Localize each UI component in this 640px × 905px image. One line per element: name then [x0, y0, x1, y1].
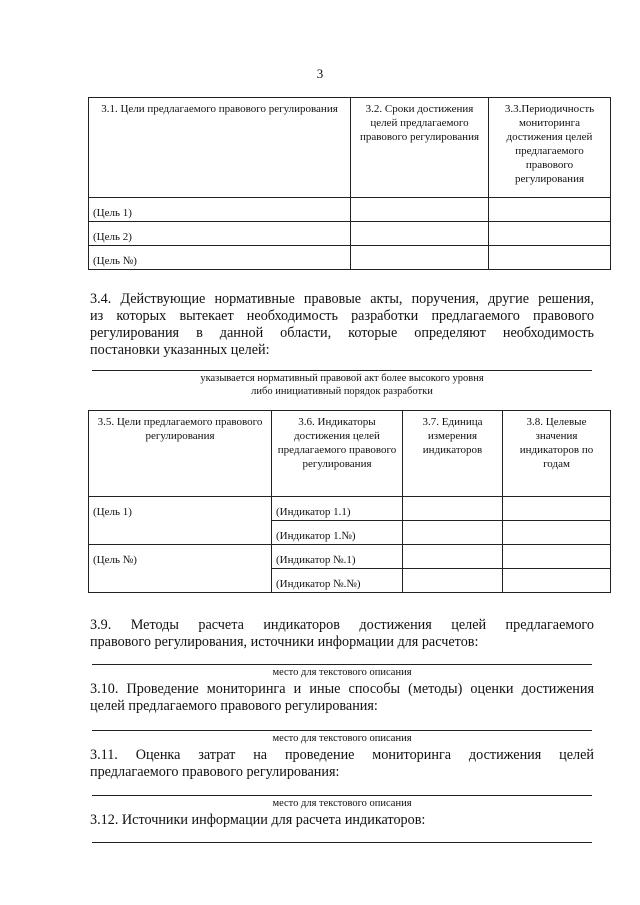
fill-in-line [92, 730, 592, 731]
section-3-10-line: 3.10. Проведение мониторинга и иные способы (методы) оценки достижения [90, 681, 594, 697]
target-cell [503, 545, 611, 569]
section-3-4-line: из которых вытекает необходимость разработки предлагаемого правового [90, 308, 594, 324]
header-periodicity: 3.3.Периодичность мониторинга достижения целей предлагаемого правового регулирования [489, 98, 611, 198]
goals-timing-table [88, 97, 611, 270]
unit-cell [403, 569, 503, 593]
indicator-cell: (Индикатор №.1) [272, 545, 403, 569]
fill-in-hint: место для текстового описания [272, 667, 412, 678]
fill-in-hint: место для текстового описания [272, 733, 412, 744]
goal-cell: (Цель 1) [89, 198, 351, 222]
periodicity-cell [489, 198, 611, 222]
indicator-cell: (Индикатор 1.1) [272, 497, 403, 521]
target-cell [503, 497, 611, 521]
fill-in-line [92, 842, 592, 843]
table-row [89, 545, 611, 569]
section-3-11-line: предлагаемого правового регулирования: [90, 764, 340, 780]
header-goals: 3.5. Цели предлагаемого правового регулирования [89, 411, 272, 497]
section-3-9-line: 3.9. Методы расчета индикаторов достижения целей предлагаемого [90, 617, 594, 633]
section-3-10-line: целей предлагаемого правового регулирования: [90, 698, 378, 714]
unit-cell [403, 497, 503, 521]
deadline-cell [351, 198, 489, 222]
table-header-row [89, 98, 611, 198]
indicator-cell: (Индикатор №.№) [272, 569, 403, 593]
section-3-4-line: 3.4. Действующие нормативные правовые акты, поручения, другие решения, [90, 291, 594, 307]
table-row [89, 246, 611, 270]
fill-in-hint: место для текстового описания [272, 798, 412, 809]
unit-cell [403, 521, 503, 545]
deadline-cell [351, 222, 489, 246]
table-row [89, 222, 611, 246]
table-row [89, 198, 611, 222]
section-3-11-line: 3.11. Оценка затрат на проведение мониторинга достижения целей [90, 747, 594, 763]
fill-in-line [92, 795, 592, 796]
goal-cell: (Цель 2) [89, 222, 351, 246]
header-target-values: 3.8. Целевые значения индикаторов по годам [503, 411, 611, 497]
table-header-row [89, 411, 611, 497]
page-number: 3 [316, 66, 324, 81]
table-row [89, 497, 611, 521]
target-cell [503, 521, 611, 545]
target-cell [503, 569, 611, 593]
header-indicators: 3.6. Индикаторы достижения целей предлагаемого правового регулирования [272, 411, 403, 497]
section-3-12-line: 3.12. Источники информации для расчета индикаторов: [90, 812, 426, 828]
periodicity-cell [489, 246, 611, 270]
deadline-cell [351, 246, 489, 270]
fill-in-line [92, 370, 592, 371]
header-goals: 3.1. Цели предлагаемого правового регулирования [89, 98, 351, 198]
section-3-4-line: постановки указанных целей: [90, 342, 270, 358]
goal-cell: (Цель №) [89, 545, 272, 593]
section-3-9-line: правового регулирования, источники информации для расчетов: [90, 634, 479, 650]
fill-in-hint: указывается нормативный правовой акт более высокого уровня [200, 373, 484, 384]
goal-cell: (Цель №) [89, 246, 351, 270]
section-3-4-line: регулирования в данной области, которые определяют необходимость [90, 325, 594, 341]
goals-indicators-table [88, 410, 611, 593]
fill-in-line [92, 664, 592, 665]
fill-in-hint: либо инициативный порядок разработки [251, 386, 433, 397]
header-unit: 3.7. Единица измерения индикаторов [403, 411, 503, 497]
unit-cell [403, 545, 503, 569]
periodicity-cell [489, 222, 611, 246]
indicator-cell: (Индикатор 1.№) [272, 521, 403, 545]
header-deadlines: 3.2. Сроки достижения целей предлагаемого правового регулирования [351, 98, 489, 198]
goal-cell: (Цель 1) [89, 497, 272, 545]
